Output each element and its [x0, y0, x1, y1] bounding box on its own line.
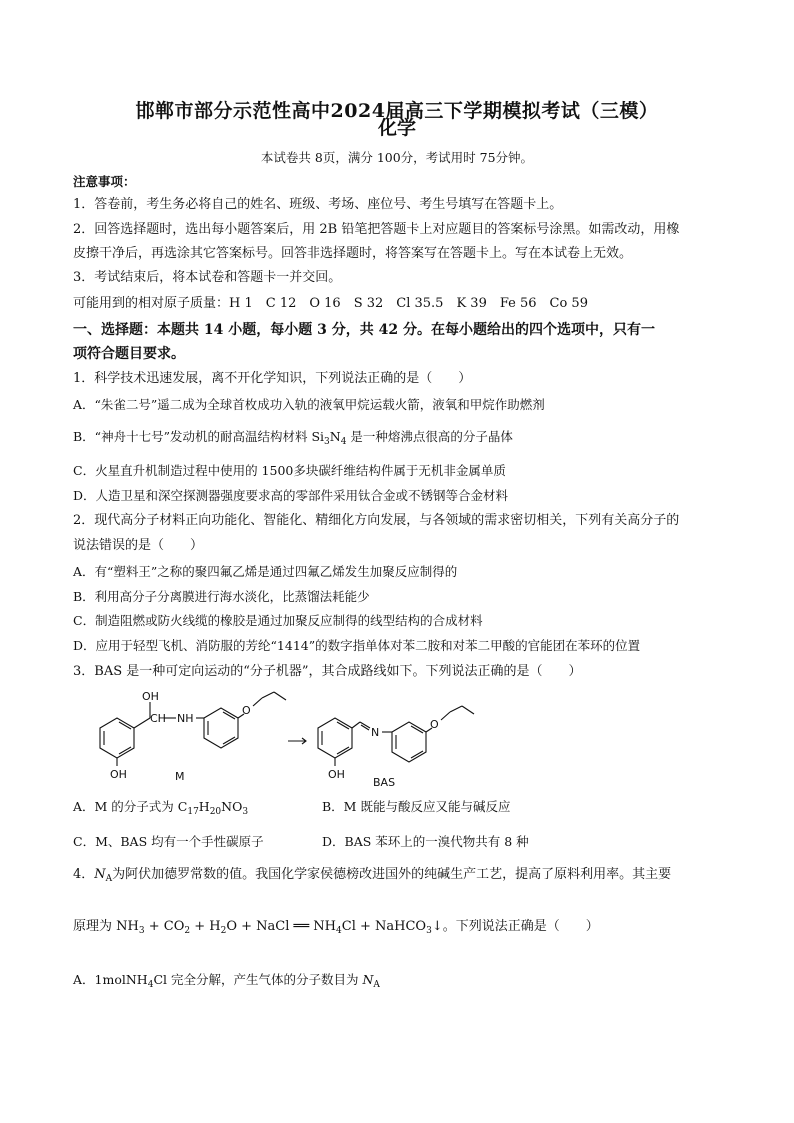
q4-stem-a: 4．$N_A$为阿伏加德罗常数的值。我国化学家侯德榜改进国外的纯碱生产工艺，提高了原料利用率。其主要	[73, 867, 672, 884]
m-nh: NH	[177, 712, 194, 725]
label-m: M	[175, 770, 185, 783]
notice-item-2b: 皮擦干净后，再选涂其它答案标号。回答非选择题时，将答案写在答题卡上。写在本试卷上无效。	[73, 246, 633, 261]
notice-item-1: 1．答卷前，考生务必将自己的姓名、班级、考场、座位号、考生号填写在答题卡上。	[73, 197, 563, 212]
q2-option-c: C．制造阻燃或防火线缆的橡胶是通过加聚反应制得的线型结构的合成材料	[73, 613, 483, 628]
bas-n: N	[371, 726, 380, 739]
q3-stem: 3．BAS 是一种可定向运动的“分子机器”，其合成路线如下。下列说法正确的是（ ）	[73, 664, 582, 679]
m-ch: CH	[150, 712, 166, 725]
atomic-mass-line: 可能用到的相对原子质量：H 1 C 12 O 16 S 32 Cl 35.5 K 39 Fe 56 Co 59	[73, 296, 588, 311]
q3-option-a: A．M 的分子式为 $C_{17}H_{20}NO_3$	[73, 799, 249, 817]
q4-option-a: A．1molNH$_4$Cl 完全分解，产生气体的分子数目为 $N_A$	[73, 972, 380, 990]
q3-option-b: B．M 既能与酸反应又能与碱反应	[322, 799, 511, 814]
q1-stem: 1．科学技术迅速发展，离不开化学知识，下列说法正确的是（ ）	[73, 371, 472, 386]
bas-oh: OH	[328, 768, 345, 781]
bas-benzene-ring-2	[392, 722, 426, 762]
m-benzene-ring-1	[100, 718, 134, 758]
notice-item-2a: 2．回答选择题时，选出每小题答案后，用 2B 铅笔把答题卡上对应题目的答案标号涂黑。如需改动，用橡	[73, 222, 680, 237]
bas-benzene-ring-1	[318, 718, 352, 758]
q1-option-a: A．“朱雀二号”遥二成为全球首枚成功入轨的液氧甲烷运载火箭，液氧和甲烷作助燃剂	[73, 397, 545, 412]
q1-option-c: C．火星直升机制造过程中使用的 1500多块碳纤维结构件属于无机非金属单质	[73, 463, 506, 478]
q3-option-c: C．M、BAS 均有一个手性碳原子	[73, 834, 264, 849]
q3-option-d: D．BAS 苯环上的一溴代物共有 8 种	[322, 834, 529, 849]
q3-reaction-diagram	[70, 688, 530, 788]
q4-stem-b: 原理为 $NH_3 + CO_2 + H_2O$ + NaCl ══ $NH_4Cl$ + NaHCO$_3$↓。下列说法正确是（ ）	[73, 919, 599, 936]
m-oh-bottom: OH	[110, 768, 127, 781]
m-oh-top: OH	[142, 690, 159, 703]
q1-option-d: D．人造卫星和深空探测器强度要求高的零部件采用钛合金或不锈钢等合金材料	[73, 488, 509, 503]
label-bas: BAS	[373, 776, 396, 788]
m-o: O	[242, 704, 251, 717]
m-benzene-ring-2	[204, 708, 238, 748]
q2-option-a: A．有“塑料王”之称的聚四氟乙烯是通过四氟乙烯发生加聚反应制得的	[73, 564, 458, 579]
exam-subtitle: 本试卷共 8页，满分 100分，考试用时 75分钟。	[260, 150, 534, 165]
q2-option-b: B．利用高分子分离膜进行海水淡化，比蒸馏法耗能少	[73, 589, 370, 604]
section1-heading-b: 项符合题目要求。	[73, 346, 185, 362]
section1-heading-a: 一、选择题：本题共 14 小题，每小题 3 分，共 42 分。在每小题给出的四个选项中，只有一	[73, 322, 655, 338]
exam-title: 邯郸市部分示范性高中2024届高三下学期模拟考试（三模）	[135, 100, 659, 122]
subject-title: 化学	[377, 117, 416, 139]
notice-heading: 注意事项：	[73, 174, 136, 189]
q2-option-d: D．应用于轻型飞机、消防服的芳纶“1414”的数字指单体对苯二胺和对苯二甲酸的官能团在苯环的位置	[73, 638, 641, 653]
q2-stem-a: 2．现代高分子材料正向功能化、智能化、精细化方向发展，与各领域的需求密切相关，下列有关高分子的	[73, 513, 680, 528]
q1-option-b: B．“神舟十七号”发动机的耐高温结构材料 $Si_3N_4$ 是一种熔沸点很高的分子晶体	[73, 429, 513, 447]
bas-o: O	[430, 718, 439, 731]
q2-stem-b: 说法错误的是（ ）	[73, 538, 204, 553]
notice-item-3: 3．考试结束后，将本试卷和答题卡一并交回。	[73, 270, 342, 285]
